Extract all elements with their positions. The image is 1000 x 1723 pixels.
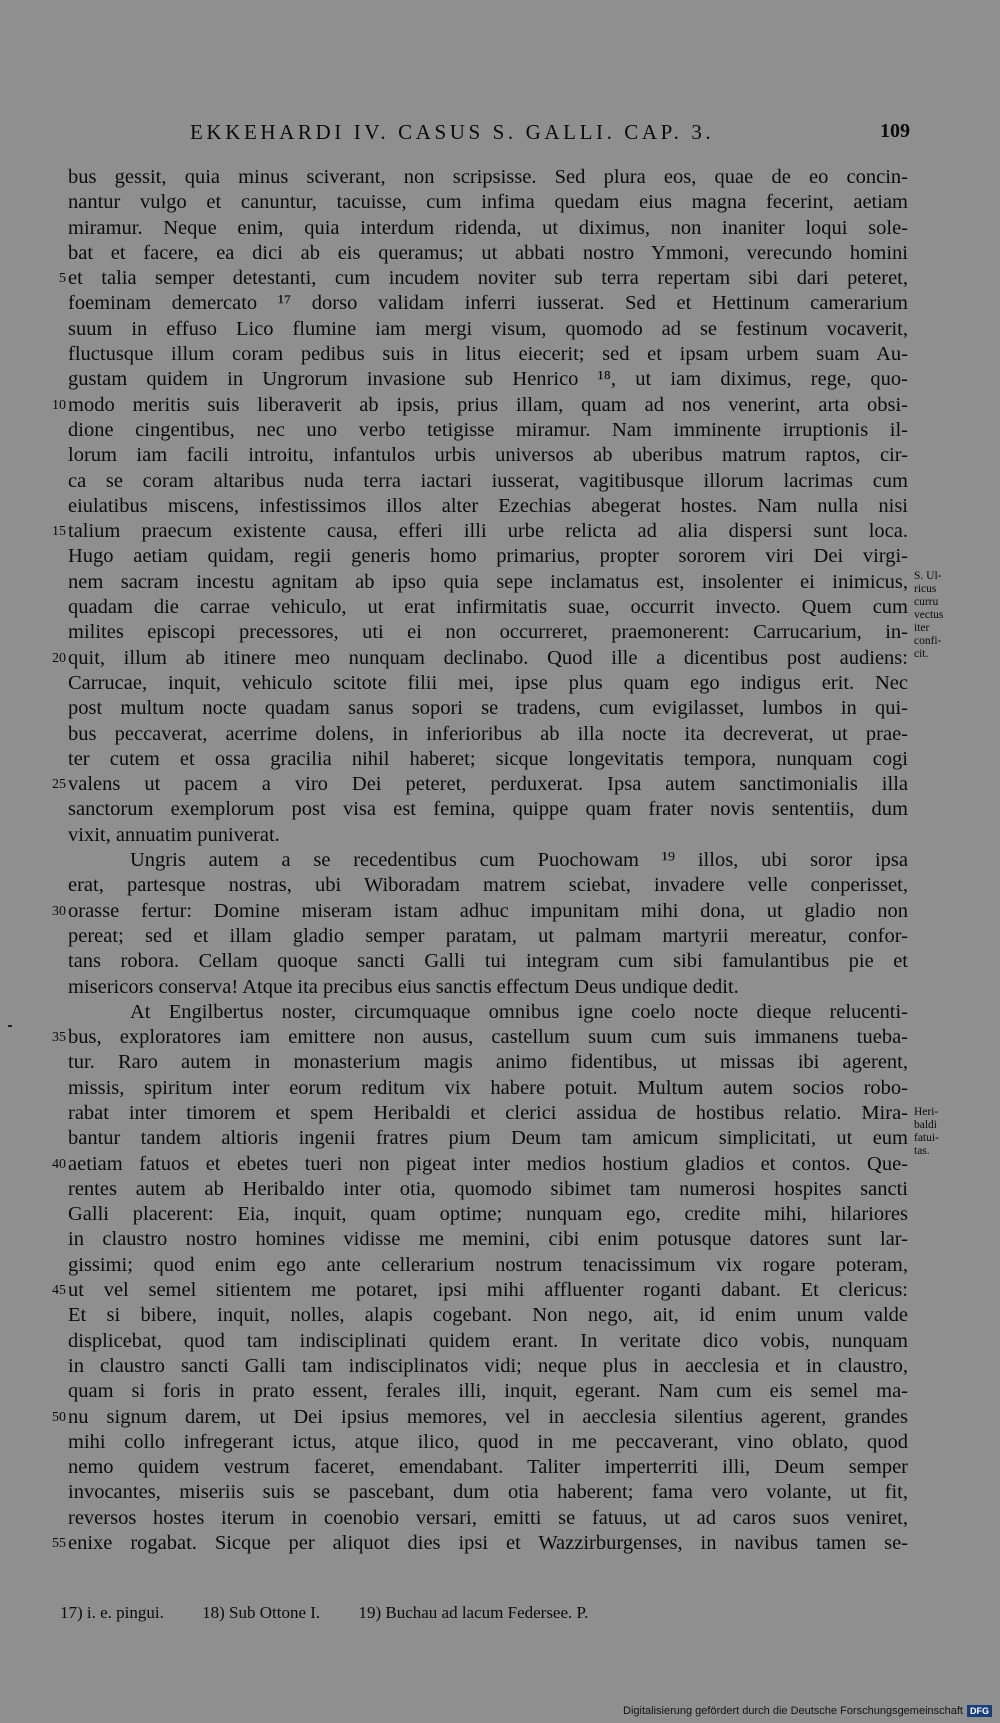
text-line: ca se coram altaribus nuda terra iactari iusserat, vagitibusque illorum lacrimas cum [68, 469, 908, 492]
text-line: fluctusque illum coram pedibus suis in litus eiecerit; sed et ipsam urbem suam Au- [68, 343, 908, 366]
line-number: 25 [52, 777, 66, 793]
margin-note-ulricus: S. Ul- ricus curru vectus iter confi- cit. [914, 570, 944, 660]
text-line: gustam quidem in Ungrorum invasione sub Henrico ¹⁸, ut iam diximus, rege, quo- [68, 368, 908, 391]
text-line: modo meritis suis liberaverit ab ipsis, prius illam, quam ad nos venerint, arta obsi- [68, 393, 908, 416]
text-line: quadam die carrae vehiculo, ut erat infirmitatis suae, occurrit invecto. Quem cum [68, 596, 908, 619]
line-number: 50 [52, 1409, 66, 1425]
line-number: 45 [52, 1283, 66, 1299]
text-line: displicebat, quod tam indisciplinati quidem erant. In veritate dico vobis, nunquam [68, 1329, 908, 1352]
text-line: vixit, annuatim puniverat. [68, 823, 280, 846]
text-line: lorum iam facili introitu, infantulos urbis universos ab uberibus matrum raptos, cir- [68, 444, 908, 467]
text-line: nemo quidem vestrum faceret, emendabant. Taliter imperterriti illi, Deum semper [68, 1456, 908, 1479]
text-line: Ungris autem a se recedentibus cum Puochowam ¹⁹ illos, ubi soror ipsa [130, 849, 908, 872]
text-line: ter cutem et ossa gracilia nihil haberet; sicque longevitatis tempora, nunquam cogi [68, 747, 908, 770]
text-line: quit, illum ab itinere meo nunquam declinabo. Quod ille a dicentibus post audiens: [68, 646, 908, 669]
text-line: invocantes, miseriis suis se pascebant, dum otia haberent; fama vero volante, ut fit, [68, 1481, 908, 1504]
text-line: nu signum darem, ut Dei ipsius memores, vel in aecclesia silentius agerent, grandes [68, 1405, 908, 1428]
text-line: Et si bibere, inquit, nolles, alapis cogebant. Non nego, ait, id enim unum valde [68, 1304, 908, 1327]
text-line: Galli placerent: Eia, inquit, quam optime; nunquam ego, credite mihi, hilariores [68, 1203, 908, 1226]
text-line: et talia semper detestanti, cum incudem noviter sub terra repertam sibi dari peteret, [68, 267, 908, 290]
text-line: missis, spiritum inter eorum reditum vix habere potuit. Multum autem socios robo- [68, 1076, 908, 1099]
scan-mark [8, 1025, 12, 1027]
text-line: enixe rogabat. Sicque per aliquot dies ipsi et Wazzirburgenses, in navibus tamen se- [68, 1532, 908, 1555]
text-line: dione cingentibus, nec uno verbo tetigisse miramur. Nam imminente irruptionis il- [68, 418, 908, 441]
line-number: 55 [52, 1536, 66, 1552]
text-line: orasse fertur: Domine miseram istam adhuc impunitam mihi dona, ut gladio non [68, 899, 908, 922]
text-line: bus peccaverat, acerrime dolens, in inferioribus ab illa nocte ita decreverat, ut prae- [68, 722, 908, 745]
margin-note-heribaldi: Heri- baldi fatui- tas. [914, 1106, 939, 1157]
text-line: foeminam demercato ¹⁷ dorso validam inferri iusserat. Sed et Hettinum camerarium [68, 292, 908, 315]
line-number: 30 [52, 903, 66, 919]
text-line: quam si foris in prato essent, ferales illi, inquit, egerant. Nam cum eis semel ma- [68, 1380, 908, 1403]
text-line: suum in effuso Lico flumine iam mergi visum, quomodo ad se festinum vocaverit, [68, 317, 908, 340]
running-title: EKKEHARDI IV. CASUS S. GALLI. CAP. 3. [190, 120, 715, 144]
text-line: talium praecum existente causa, efferi illi urbe relicta ad alia dispersi sunt loca. [68, 520, 908, 543]
line-number: 20 [52, 650, 66, 666]
digitization-credit [623, 1705, 992, 1717]
text-line: Carrucae, inquit, vehiculo scitote filii mei, ipse plus quam ego indigus erit. Nec [68, 671, 908, 694]
text-line: milites episcopi precessores, uti ei non occurreret, praemonerent: Carrucarium, in- [68, 621, 908, 644]
text-line: rabat inter timorem et spem Heribaldi et clerici assidua de hostibus relatio. Mira- [68, 1101, 908, 1124]
body-text [68, 165, 908, 1556]
text-line: miramur. Neque enim, quia interdum ridenda, ut diximus, non inaniter loqui sole- [68, 216, 908, 239]
text-line: Hugo aetiam quidam, regii generis homo primarius, propter sororem viri Dei virgi- [68, 545, 908, 568]
credit-text: Digitalisierung gefördert durch die Deutsche Forschungsgemeinschaft [623, 1705, 963, 1717]
text-line: pereat; sed et illam gladio semper paratam, ut palmam martyrii mereatur, confor- [68, 924, 908, 947]
text-line: post multum nocte quadam sanus sopori se tradens, cum evigilasset, lumbos in qui- [68, 697, 908, 720]
text-line: in claustro nostro homines vidisse me memini, cibi enim potusque datores sunt lar- [68, 1228, 908, 1251]
text-line: erat, partesque nostras, ubi Wiboradam matrem sciebat, invadere velle conperisset, [68, 874, 908, 897]
text-line: in claustro sancti Galli tam indisciplinatos vidi; neque plus in aecclesia et in claustro, [68, 1354, 908, 1377]
text-line: mihi collo infregerant ictus, atque ilico, quod in me peccaverant, vino oblato, quod [68, 1430, 908, 1453]
text-line: aetiam fatuos et ebetes tueri non pigeat inter medios hostium gladios et contos. Que- [68, 1152, 908, 1175]
text-line: sanctorum exemplorum post visa est femina, quippe quam frater novis sententiis, dum [68, 798, 908, 821]
footnotes [60, 1603, 880, 1623]
text-line: valens ut pacem a viro Dei peteret, perduxerat. Ipsa autem sanctimonialis illa [68, 773, 908, 796]
running-header [190, 120, 910, 150]
line-number: 40 [52, 1156, 66, 1172]
text-line: eiulatibus miscens, infestissimos illos alter Ezechias abegerat hostes. Nam nulla nisi [68, 494, 908, 517]
footnote-19: 19) Buchau ad lacum Federsee. P. [358, 1603, 589, 1622]
text-line: nem sacram incestu agnitam ab ipso quia sepe inclamatus est, insolenter ei inimicus, [68, 570, 908, 593]
text-line: misericors conserva! Atque ita precibus eius sanctis effectum Deus undique dedit. [68, 975, 739, 998]
footnote-18: 18) Sub Ottone I. [202, 1603, 321, 1622]
text-line: bus, exploratores iam emittere non ausus, castellum suum cum suis immanens tueba- [68, 1026, 908, 1049]
line-number: 15 [52, 524, 66, 540]
text-line: bat et facere, ea dici ab eis queramus; ut abbati nostro Ymmoni, verecundo homini [68, 241, 908, 264]
text-line: bantur tandem altioris ingenii fratres pium Deum tam amicum simplicitati, ut eum [68, 1127, 908, 1150]
text-line: tans robora. Cellam quoque sancti Galli tui integram cum sibi famulantibus pie et [68, 950, 908, 973]
text-line: ut vel semel sitientem me potaret, ipsi mihi affluenter roganti dabant. Et clericus: [68, 1279, 908, 1302]
line-number: 10 [52, 397, 66, 413]
page-number: 109 [880, 120, 910, 142]
dfg-logo: DFG [967, 1705, 992, 1717]
text-line: nantur vulgo et canuntur, tacuisse, cum infima quedam eius magna fecerint, aetiam [68, 191, 908, 214]
footnote-17: 17) i. e. pingui. [60, 1603, 164, 1622]
text-line: tur. Raro autem in monasterium magis animo fidentibus, ut missas ibi agerent, [68, 1051, 908, 1074]
text-line: bus gessit, quia minus sciverant, non scripsisse. Sed plura eos, quae de eo concin- [68, 166, 908, 188]
text-line: rentes autem ab Heribaldo inter otia, quomodo sibimet tam numerosi hospites sancti [68, 1177, 908, 1200]
text-line: gissimi; quod enim ego ante cellerarium nostrum tenacissimum vix rogare poteram, [68, 1253, 908, 1276]
line-number: 35 [52, 1030, 66, 1046]
text-line: reversos hostes iterum in coenobio versari, emitti se fatuus, ut ad caros suos veniret, [68, 1506, 908, 1529]
text-line: At Engilbertus noster, circumquaque omnibus igne coelo nocte dieque relucenti- [130, 1000, 908, 1023]
line-number: 5 [59, 271, 66, 287]
